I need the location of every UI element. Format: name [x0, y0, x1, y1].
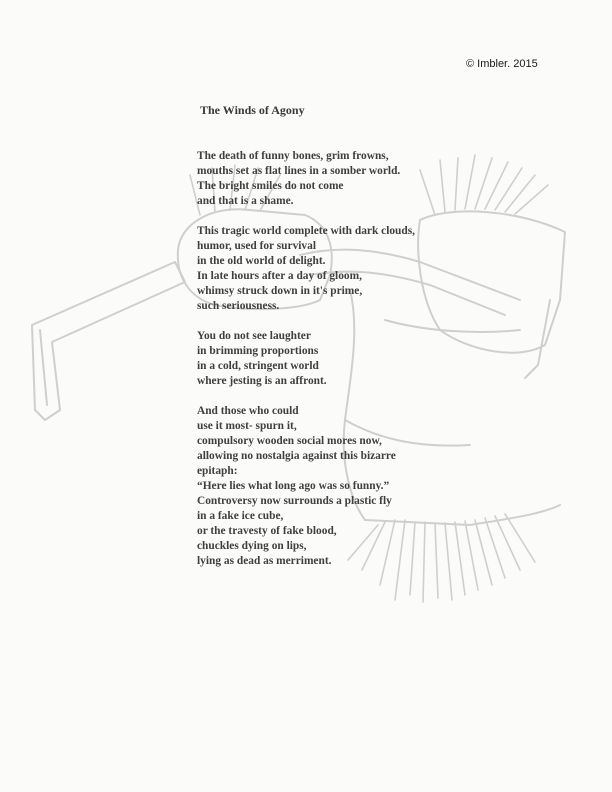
- poem-line: Controversy now surrounds a plastic fly: [197, 495, 392, 507]
- stanza-2: [197, 224, 497, 314]
- poem-line: where jesting is an affront.: [197, 375, 327, 387]
- poem-title: The Winds of Agony: [200, 103, 305, 117]
- poem-line: whimsy struck down in it's prime,: [197, 285, 363, 297]
- stanza-3: [197, 329, 497, 389]
- poem-line: in a cold, stringent world: [197, 360, 319, 372]
- poem-line: use it most- spurn it,: [197, 420, 297, 432]
- poem-line: lying as dead as merriment.: [197, 555, 332, 567]
- poem-line: And those who could: [197, 405, 299, 417]
- poem-line: humor, used for survival: [197, 240, 316, 252]
- poem-line: This tragic world complete with dark clouds,: [197, 225, 416, 237]
- poem-line: in the old world of delight.: [197, 255, 326, 267]
- poem-line: The death of funny bones, grim frowns,: [197, 150, 389, 162]
- poem-line: and that is a shame.: [197, 195, 294, 207]
- poem-line: The bright smiles do not come: [197, 180, 344, 192]
- poem-line: chuckles dying on lips,: [197, 540, 307, 552]
- poem-line: such seriousness.: [197, 300, 280, 312]
- poem-line: in a fake ice cube,: [197, 510, 284, 522]
- poem-line: mouths set as flat lines in a somber world.: [197, 165, 401, 177]
- poem-line: or the travesty of fake blood,: [197, 525, 337, 537]
- poem-line: epitaph:: [197, 465, 238, 477]
- poem-line: in brimming proportions: [197, 345, 319, 357]
- poem-line: In late hours after a day of gloom,: [197, 270, 362, 282]
- poem-body: [197, 149, 497, 584]
- stanza-4: [197, 404, 497, 569]
- stanza-1: [197, 149, 497, 209]
- copyright-notice: © Imbler. 2015: [466, 58, 538, 70]
- poem-line: compulsory wooden social mores now,: [197, 435, 382, 447]
- poem-line: You do not see laughter: [197, 330, 311, 342]
- poem-line: allowing no nostalgia against this bizarre: [197, 450, 396, 462]
- poem-line: “Here lies what long ago was so funny.”: [197, 480, 390, 492]
